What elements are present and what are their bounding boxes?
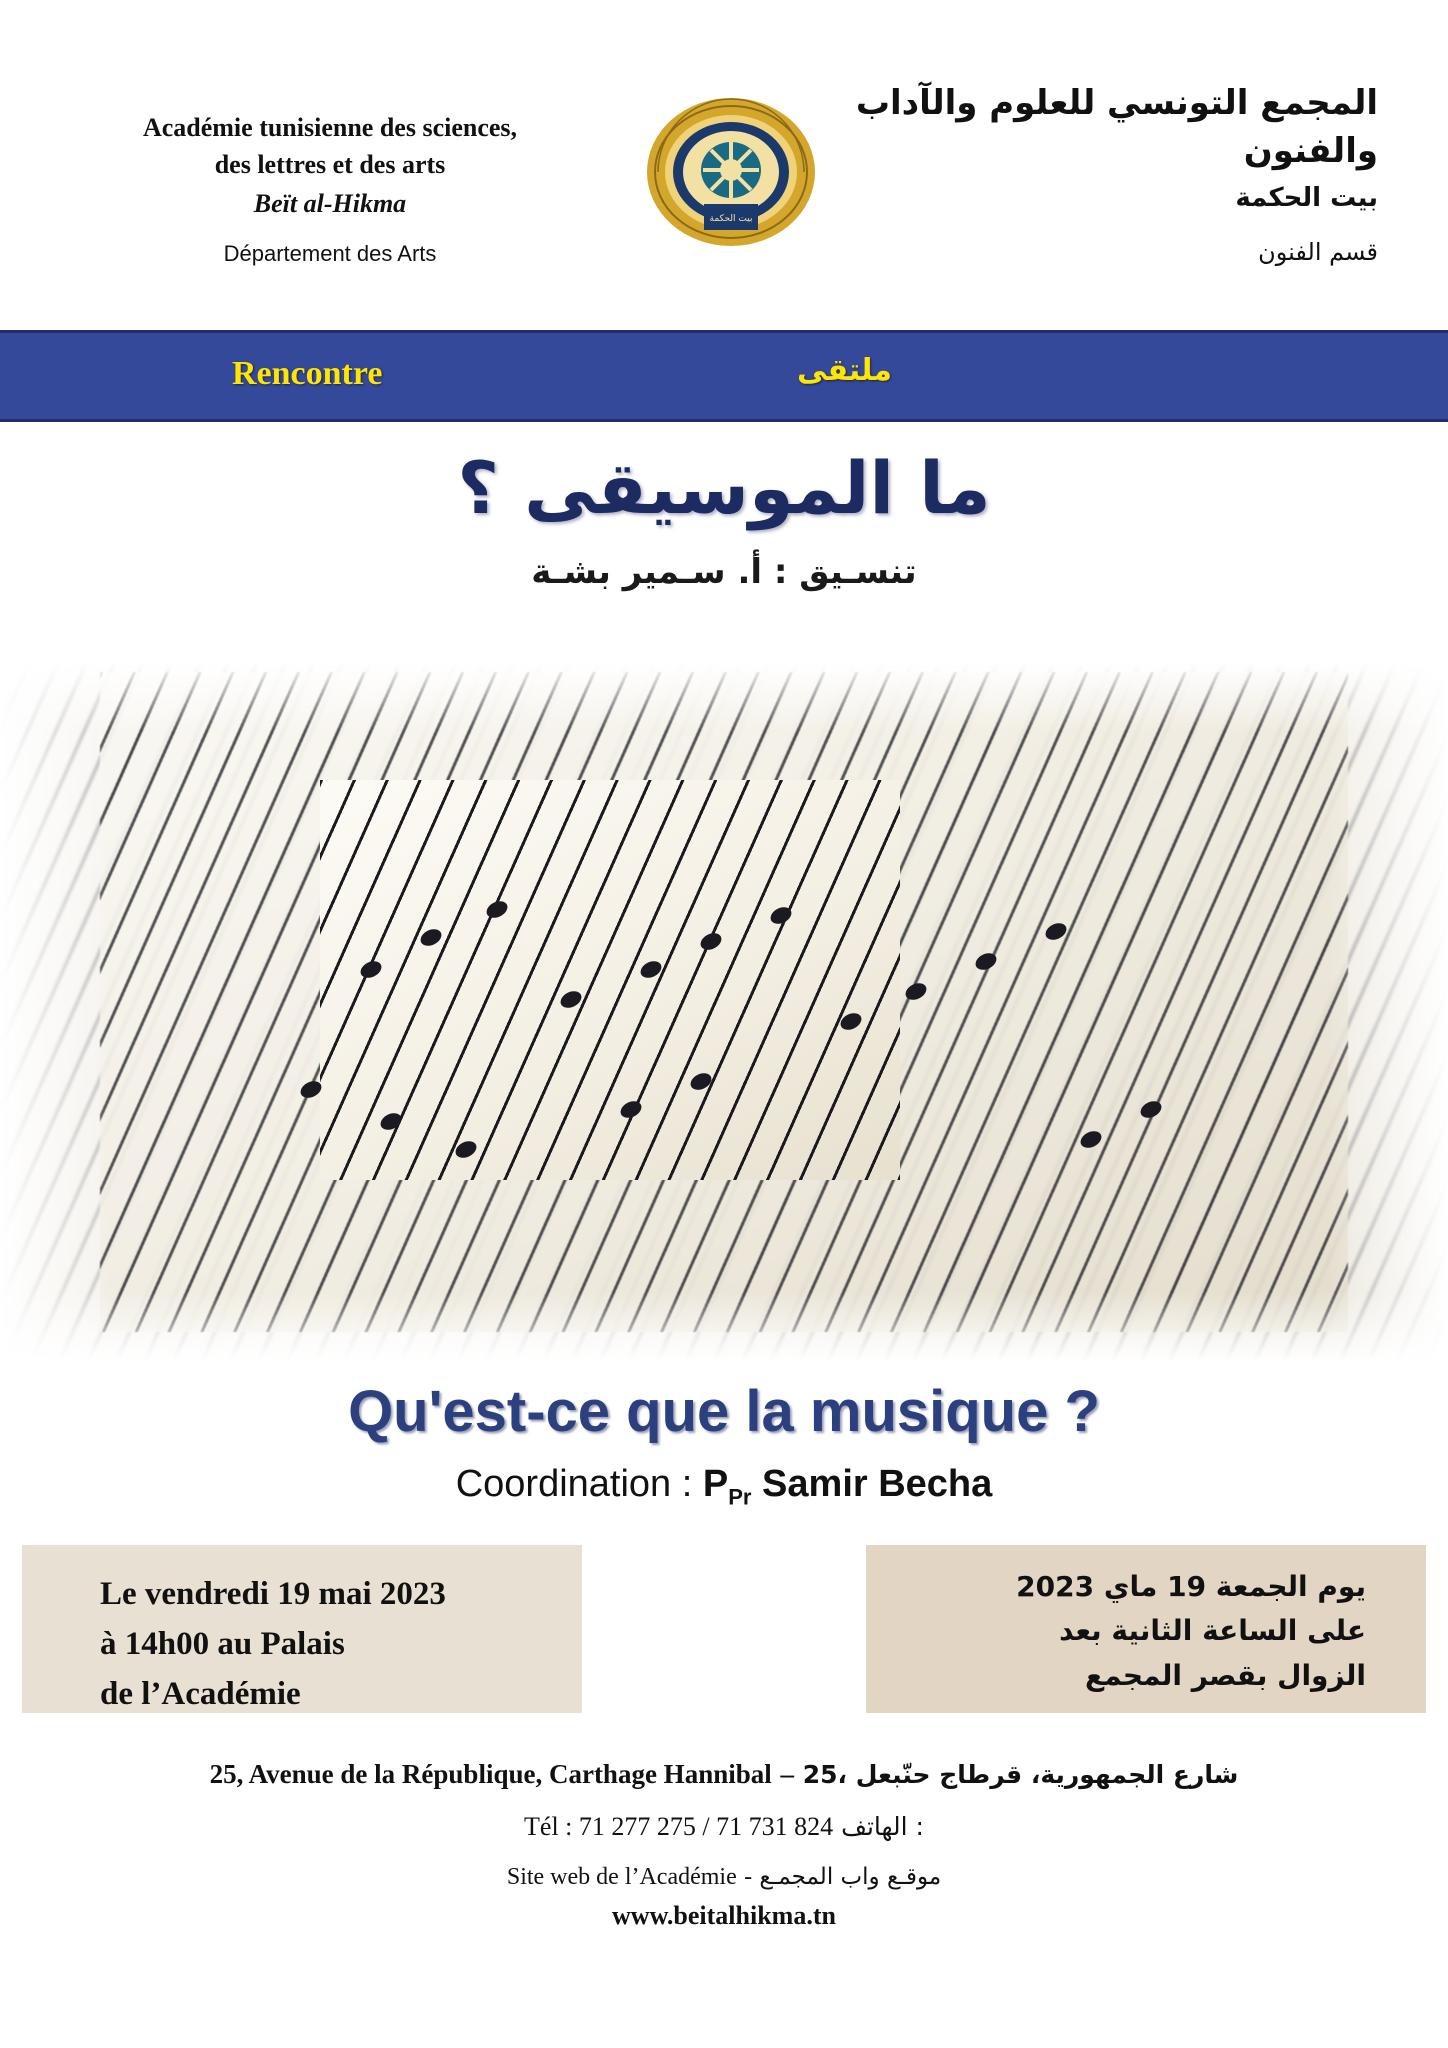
date-ar-line1: يوم الجمعة 19 ماي 2023 [1016,1569,1366,1603]
site-label-separator: - [744,1863,753,1890]
french-coordination [0,1463,1448,1511]
phone-french: Tél : 71 277 275 / 71 731 824 [524,1811,834,1841]
footer-website-label [0,1864,1448,1891]
site-label-arabic: موقـع واب المجمـع [759,1863,942,1890]
academy-name: Beït al-Hikma [253,188,407,218]
address-french: 25, Avenue de la République, Carthage Hannibal [209,1758,772,1789]
website-url[interactable]: www.beitalhikma.tn [612,1900,836,1930]
date-ar-line2: على الساعة الثانية بعد [1059,1614,1366,1648]
svg-text:بيت الحكمة: بيت الحكمة [709,214,753,224]
academy-line2: des lettres et des arts [214,149,446,179]
date-fr-line2: à 14h00 au Palais [100,1625,345,1662]
music-sheet-photo [0,662,1448,1362]
photo-fade-right [1328,662,1448,1362]
band-label-arabic: ملتقى [796,353,892,388]
arabic-coordination: تنسـيق : أ. سـمير بشـة [531,552,917,592]
event-date-french [22,1545,582,1713]
event-type-band [0,330,1448,422]
academy-arabic-line1: المجمع التونسي للعلوم والآداب والفنون [855,83,1378,171]
academy-name-arabic [818,80,1378,266]
photo-fade-top [0,662,1448,732]
footer-phone [0,1812,1448,1842]
poster-footer [0,1759,1448,1931]
photo-fade-bottom [0,1292,1448,1362]
arabic-title-section [0,422,1448,662]
date-fr-line3: de l’Académie [100,1675,301,1712]
sheet-music-focus-area [320,780,900,1180]
poster-header [0,0,1448,330]
date-ar-line3: الزوال بقصر المجمع [1085,1659,1366,1693]
event-date-arabic [866,1545,1426,1713]
coordination-prefix-sub: Pr [728,1484,752,1510]
band-label-french: Rencontre [232,355,383,392]
french-title-section [0,1362,1448,1511]
academy-line1: Académie tunisienne des sciences, [142,113,518,142]
arabic-main-title: ما الموسيقى ؟ [457,446,991,530]
academy-name-french [70,110,590,267]
photo-fade-left [0,662,110,1362]
department-french: Département des Arts [223,240,437,266]
coordinator-name: Samir Becha [762,1463,993,1505]
department-arabic: قسم الفنون [1258,238,1378,267]
site-label-french: Site web de l’Académie [506,1863,737,1890]
beit-al-hikma-seal-logo [638,92,824,252]
coordination-prefix: $P_{Pr}$ [702,1463,752,1510]
french-main-title: Qu'est-ce que la musique ? [348,1379,1100,1444]
academy-arabic-name: بيت الحكمة [1235,183,1378,214]
event-date-section [0,1545,1448,1725]
coordination-label: Coordination : [455,1463,703,1505]
address-separator: – [780,1758,794,1789]
address-arabic: 25، شارع الجمهورية، قرطاج حنّبعل [802,1759,1239,1789]
footer-address [0,1759,1448,1790]
phone-arabic-label: الهاتف : [841,1811,924,1841]
date-fr-line1: Le vendredi 19 mai 2023 [100,1575,446,1612]
